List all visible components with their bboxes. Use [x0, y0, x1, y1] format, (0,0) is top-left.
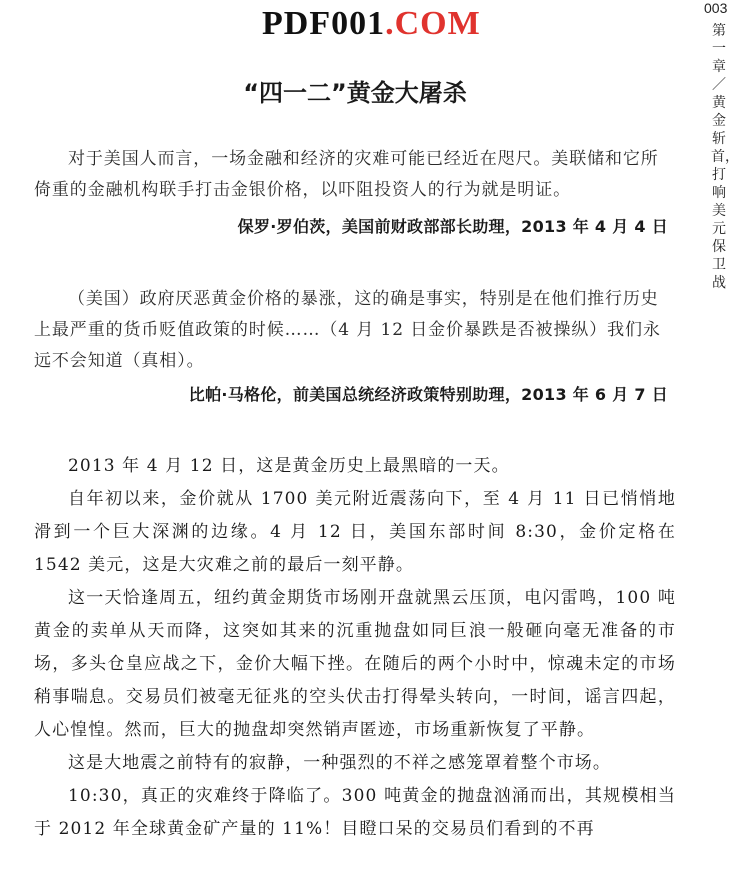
epigraph-attribution-2: 比帕·马格伦，前美国总统经济政策特别助理，2013 年 6 月 7 日 — [188, 385, 668, 404]
watermark-text-domain: .COM — [385, 5, 481, 42]
body-text — [34, 450, 676, 846]
epigraph-quote-2: （美国）政府厌恶黄金价格的暴涨，这的确是事实，特别是在他们推行历史上最严重的货币贬值政策的时候……（4 月 12 日金价暴跌是否被操纵）我们永远不会知道（真相）。 — [34, 289, 661, 371]
body-paragraph: 自年初以来，金价就从 1700 美元附近震荡向下，至 4 月 11 日已悄悄地滑到一个巨大深渊的边缘。4 月 12 日，美国东部时间 8:30，金价定格在 1542 美元，这是大灾难之前的最后一刻平静。 — [34, 489, 676, 575]
watermark-text-main: PDF001 — [262, 5, 386, 42]
section-title: “四一二”黄金大屠杀 — [243, 79, 467, 107]
body-paragraph: 2013 年 4 月 12 日，这是黄金历史上最黑暗的一天。 — [68, 456, 510, 476]
body-paragraph: 这是大地震之前特有的寂静，一种强烈的不祥之感笼罩着整个市场。 — [68, 753, 611, 773]
body-paragraph: 10:30，真正的灾难终于降临了。300 吨黄金的抛盘汹涌而出，其规模相当于 2012 年全球黄金矿产量的 11%！目瞪口呆的交易员们看到的不再 — [34, 786, 676, 839]
body-paragraph: 这一天恰逢周五，纽约黄金期货市场刚开盘就黑云压顶，电闪雷鸣，100 吨黄金的卖单从天而降，这突如其来的沉重抛盘如同巨浪一般砸向毫无准备的市场，多头仓皇应战之下，金价大幅下挫。在随后的两个小时中，惊魂未定的市场稍事喘息。交易员们被毫无征兆的空头伏击打得晕头转向，一时间，谣言四起，人心惶惶。然而，巨大的抛盘却突然销声匿迹，市场重新恢复了平静。 — [34, 588, 676, 740]
epigraph-quote-1: 对于美国人而言，一场金融和经济的灾难可能已经近在咫尺。美联储和它所倚重的金融机构联手打击金银价格，以吓阻投资人的行为就是明证。 — [34, 149, 659, 200]
chapter-side-header: 第一章／黄金斩首，打响美元保卫战 — [711, 23, 739, 291]
watermark-logo — [262, 4, 481, 44]
page-number: 003 — [704, 0, 728, 16]
epigraph-attribution-1: 保罗·罗伯茨，美国前财政部部长助理，2013 年 4 月 4 日 — [237, 217, 668, 236]
